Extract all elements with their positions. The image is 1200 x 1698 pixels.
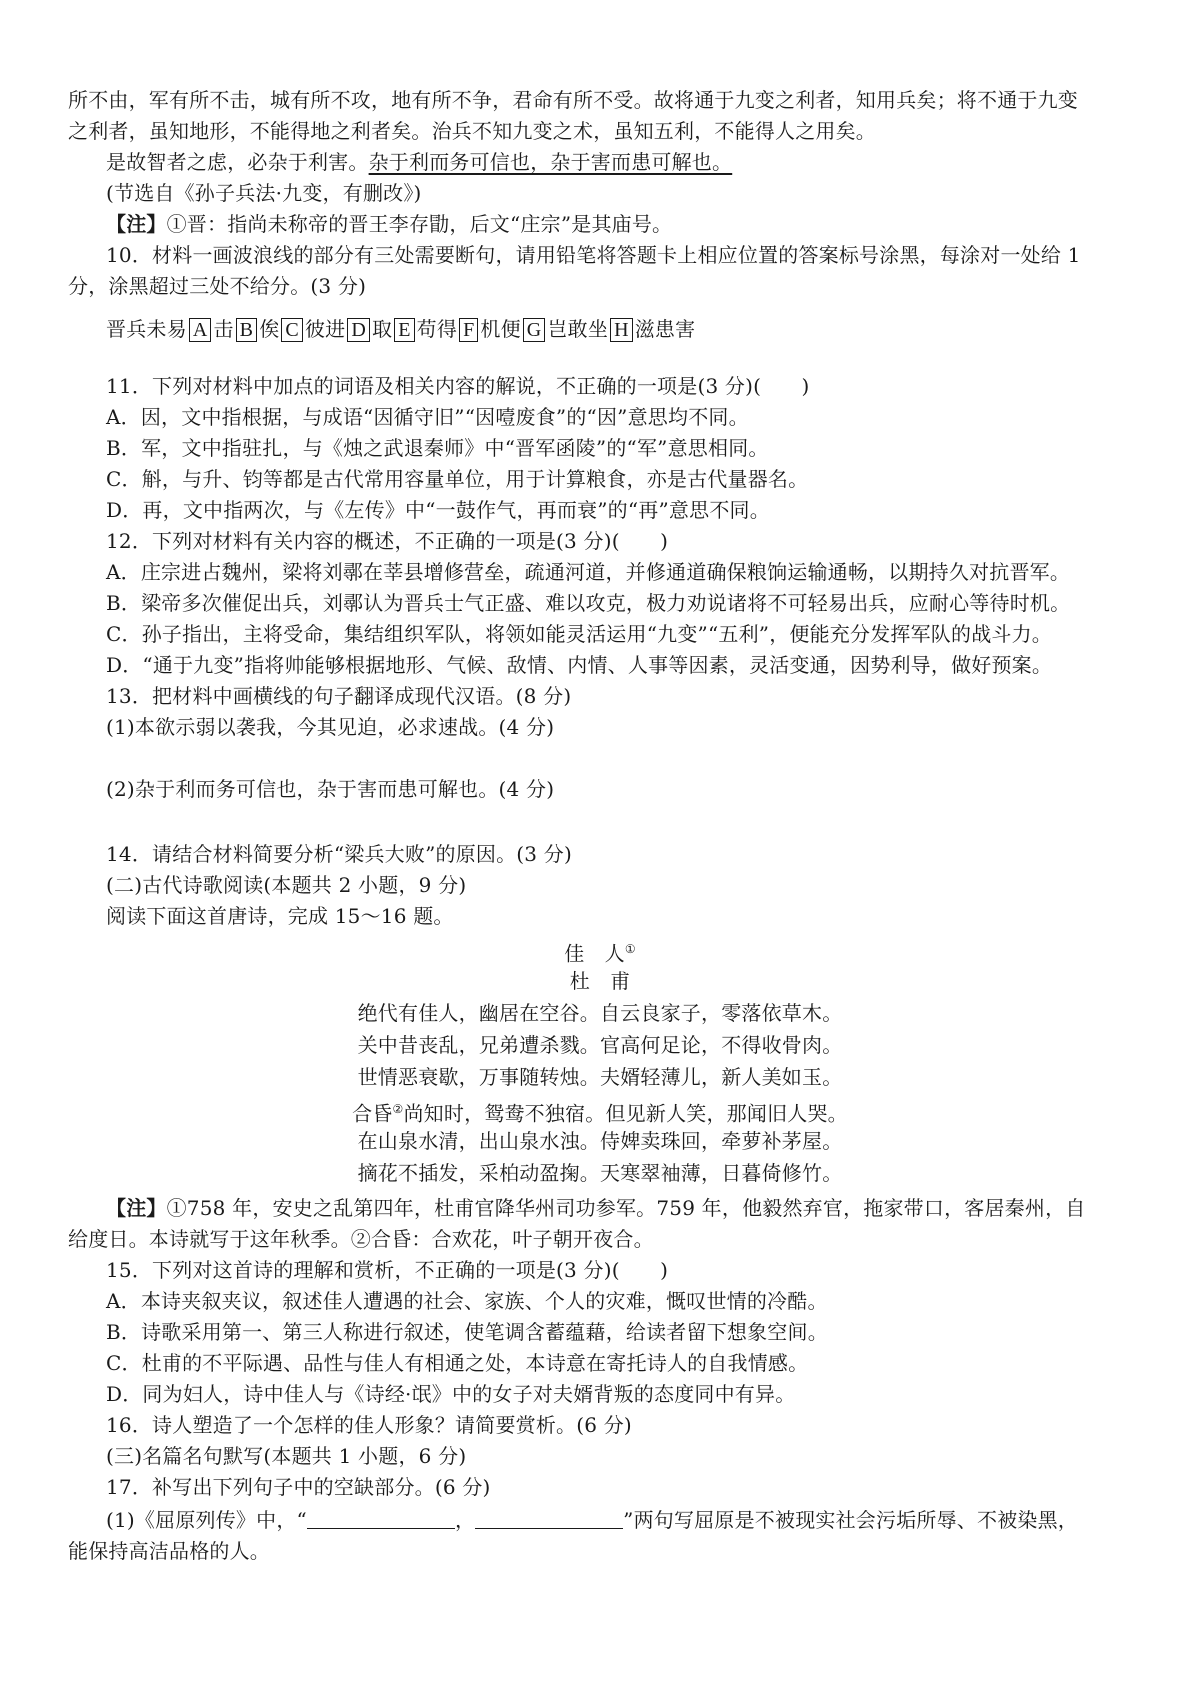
q11-option-b[interactable]: B．军，文中指驻扎，与《烛之武退秦师》中“晋军函陵”的“军”意思相同。 [106, 436, 769, 460]
q15-option-a[interactable]: A．本诗夹叙夹议，叙述佳人遭遇的社会、家族、个人的灾难，慨叹世情的冷酷。 [106, 1289, 828, 1313]
q10-segment: 击 [213, 317, 234, 341]
q12-stem: 12．下列对材料有关内容的概述，不正确的一项是(3 分)( ) [106, 529, 669, 553]
q11-option-d[interactable]: D．再，文中指两次，与《左传》中“一鼓作气，再而衰”的“再”意思不同。 [106, 498, 770, 522]
q17-prefix: (1)《屈原列传》中，“ [106, 1508, 307, 1532]
q15-option-c[interactable]: C．杜甫的不平际遇、品性与佳人有相通之处，本诗意在寄托诗人的自我情感。 [106, 1351, 809, 1375]
q13-sentence-1: (1)本欲示弱以袭我，今其见迫，必求速战。(4 分) [106, 715, 555, 739]
q17-separator: ， [454, 1508, 476, 1532]
passage-note [106, 208, 1200, 240]
poem-line-4-note-mark: ② [392, 1102, 404, 1116]
poem-title-text: 佳 人 [564, 941, 625, 966]
q11-stem: 11．下列对材料中加点的词语及相关内容的解说，不正确的一项是(3 分)( ) [106, 374, 810, 398]
passage-line-1: 所不由，军有所不击，城有所不攻，地有所不争，君命有所不受。故将通于九变之利者，知用兵矣；将不通于九变 [68, 88, 1078, 112]
poem-line-4-rest: 尚知时，鸳鸯不独宿。但见新人笑，那闻旧人哭。 [403, 1101, 848, 1126]
poem-note-text: ①758 年，安史之乱第四年，杜甫官降华州司功参军。759 年，他毅然弃官，拖家带口，客居秦州，自 [166, 1196, 1086, 1220]
q15-stem: 15．下列对这首诗的理解和赏析，不正确的一项是(3 分)( ) [106, 1258, 669, 1282]
q10-segment: 机便 [480, 317, 521, 341]
q17-suffix: ”两句写屈原是不被现实社会污垢所辱、不被染黑， [623, 1508, 1078, 1532]
q10-segment: 彼进 [304, 317, 346, 341]
note-label: 【注】 [106, 212, 167, 236]
poem-line-4-prefix: 合昏 [352, 1101, 393, 1126]
q13-stem: 13．把材料中画横线的句子翻译成现代汉语。(8 分) [106, 684, 572, 708]
q16-stem: 16．诗人塑造了一个怎样的佳人形象？请简要赏析。(6 分) [106, 1413, 632, 1437]
q10-stem-line-1: 10．材料一画波浪线的部分有三处需要断句，请用铅笔将答题卡上相应位置的答案标号涂黑，每涂对一处给 1 [106, 243, 1081, 267]
poem-line: 世情恶衰歇，万事随转烛。夫婿轻薄儿，新人美如玉。 [357, 1065, 843, 1089]
q10-segment: 滋患害 [634, 317, 696, 341]
q10-box[interactable]: D [347, 318, 370, 342]
q15-option-d[interactable]: D．同为妇人，诗中佳人与《诗经·氓》中的女子对夫婿背叛的态度同中有异。 [106, 1382, 796, 1406]
q17-sentence-1 [106, 1504, 1200, 1536]
poem-note-label: 【注】 [106, 1196, 167, 1220]
passage-sentence: 是故智者之虑，必杂于利害。 [106, 150, 369, 174]
q12-option-a[interactable]: A．庄宗进占魏州，梁将刘鄩在莘县增修营垒，疏通河道，并修通道确保粮饷运输通畅，以期持久对抗晋军。 [106, 560, 1071, 584]
q10-box[interactable]: A [189, 318, 212, 342]
q14-stem: 14．请结合材料简要分析“梁兵大败”的原因。(3 分) [106, 842, 572, 866]
q10-segment: 岂敢坐 [547, 317, 609, 341]
q12-option-d[interactable]: D．“通于九变”指将帅能够根据地形、气候、敌情、内情、人事等因素，灵活变通，因势利导，做好预案。 [106, 653, 1053, 677]
q11-option-c[interactable]: C．斛，与升、钧等都是古代常用容量单位，用于计算粮食，亦是古代量器名。 [106, 467, 809, 491]
poem-line: 绝代有佳人，幽居在空谷。自云良家子，零落依草木。 [357, 1001, 843, 1025]
poem-note-line-1 [106, 1192, 1200, 1224]
underlined-sentence: 杂于利而务可信也，杂于害而患可解也。 [368, 150, 733, 174]
section3-title: (三)名篇名句默写(本题共 1 小题，6 分) [106, 1444, 467, 1468]
poem-note-line-2: 给度日。本诗就写于这年秋季。②合昏：合欢花，叶子朝开夜合。 [68, 1227, 654, 1251]
section2-intro: 阅读下面这首唐诗，完成 15～16 题。 [106, 904, 454, 928]
q10-box[interactable]: E [394, 318, 414, 342]
q17-blank-1[interactable] [307, 1506, 455, 1529]
q10-segment: 俟 [259, 317, 280, 341]
passage-source: (节选自《孙子兵法·九变，有删改》) [106, 181, 422, 205]
poem-line: 关中昔丧乱，兄弟遭杀戮。官高何足论，不得收骨肉。 [357, 1033, 843, 1057]
q10-sentence [106, 313, 1200, 345]
q10-box[interactable]: H [610, 318, 633, 342]
poem-line: 摘花不插发，采柏动盈掬。天寒翠袖薄，日暮倚修竹。 [357, 1161, 843, 1185]
q15-option-b[interactable]: B．诗歌采用第一、第三人称进行叙述，使笔调含蓄蕴藉，给读者留下想象空间。 [106, 1320, 828, 1344]
q17-stem: 17．补写出下列句子中的空缺部分。(6 分) [106, 1475, 491, 1499]
section2-title: (二)古代诗歌阅读(本题共 2 小题，9 分) [106, 873, 467, 897]
q10-segment: 晋兵未易 [106, 317, 187, 341]
passage-line-3 [106, 146, 1200, 178]
q10-stem-line-2: 分，涂黑超过三处不给分。(3 分) [68, 274, 367, 298]
poem-title-note-mark: ① [624, 942, 636, 956]
q10-segment: 苟得 [416, 317, 458, 341]
q17-blank-2[interactable] [475, 1506, 623, 1529]
note-text: ①晋：指尚未称帝的晋王李存勖，后文“庄宗”是其庙号。 [166, 212, 673, 236]
q10-box[interactable]: C [281, 318, 303, 342]
q10-box[interactable]: F [459, 318, 478, 342]
q17-sentence-1-line-2: 能保持高洁品格的人。 [68, 1539, 270, 1563]
passage-line-2: 之利者，虽知地形，不能得地之利者矣。治兵不知九变之术，虽知五利，不能得人之用矣。 [68, 119, 876, 143]
poem-line: 在山泉水清，出山泉水浊。侍婢卖珠回，牵萝补茅屋。 [357, 1129, 843, 1153]
q12-option-c[interactable]: C．孙子指出，主将受命，集结组织军队，将领如能灵活运用“九变”“五利”，便能充分发挥军队的战斗力。 [106, 622, 1053, 646]
poem-author: 杜 甫 [569, 969, 631, 993]
q12-option-b[interactable]: B．梁帝多次催促出兵，刘鄩认为晋兵士气正盛、难以攻克，极力劝说诸将不可轻易出兵，应耐心等待时机。 [106, 591, 1071, 615]
q13-sentence-2: (2)杂于利而务可信也，杂于害而患可解也。(4 分) [106, 777, 555, 801]
q10-box[interactable]: G [523, 318, 546, 342]
q10-box[interactable]: B [236, 318, 258, 342]
q10-segment: 取 [372, 317, 393, 341]
q11-option-a[interactable]: A．因，文中指根据，与成语“因循守旧”“因噎废食”的“因”意思均不同。 [106, 405, 749, 429]
